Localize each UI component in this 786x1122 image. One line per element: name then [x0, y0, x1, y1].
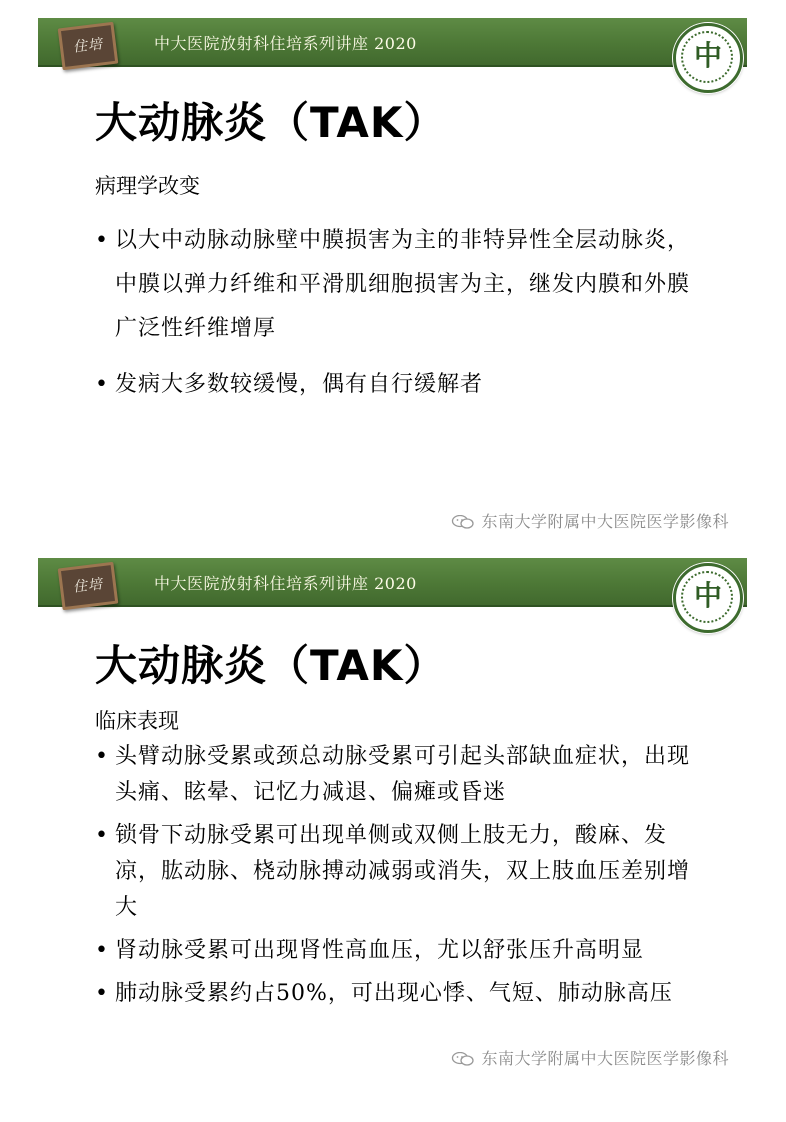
wechat-icon [451, 515, 475, 529]
bullet-text: 以大中动脉动脉壁中膜损害为主的非特异性全层动脉炎，中膜以弹力纤维和平滑肌细胞损害为主，继发内膜和外膜广泛性纤维增厚 [115, 228, 691, 341]
slide-subtitle: 病理学改变 [95, 174, 200, 198]
bullet-text: 锁骨下动脉受累可出现单侧或双侧上肢无力，酸麻、发凉，肱动脉、桡动脉搏动减弱或消失，双上肢血压差别增大 [115, 823, 691, 920]
seal-mark: 中 [693, 579, 722, 612]
bullet-item [93, 363, 703, 407]
slide-header [38, 558, 747, 612]
chalkboard-badge [58, 562, 119, 611]
bullet-dot: • [95, 981, 108, 1006]
bullet-item [93, 818, 703, 926]
bullet-list [93, 739, 703, 1019]
header-title: 中大医院放射科住培系列讲座 2020 [154, 34, 417, 53]
bullet-item [93, 739, 703, 811]
bullet-text: 发病大多数较缓慢，偶有自行缓解者 [115, 372, 484, 397]
slide-2 [38, 558, 747, 1078]
badge-text: 住培 [72, 36, 104, 56]
header-title: 中大医院放射科住培系列讲座 2020 [154, 574, 417, 593]
bullet-text: 肾动脉受累可出现肾性高血压，尤以舒张压升高明显 [115, 938, 645, 963]
bullet-dot: • [95, 228, 108, 253]
seal-mark: 中 [693, 39, 722, 72]
wechat-icon [451, 1052, 475, 1066]
watermark [451, 1046, 729, 1069]
bullet-list [93, 219, 703, 419]
slide-title: 大动脉炎（TAK） [95, 98, 447, 147]
bullet-dot: • [95, 372, 108, 397]
bullet-item [93, 219, 703, 351]
bullet-dot: • [95, 744, 108, 769]
bullet-dot: • [95, 823, 108, 848]
watermark-text: 东南大学附属中大医院医学影像科 [481, 1049, 729, 1068]
slide-header [38, 18, 747, 72]
bullet-text: 肺动脉受累约占50%，可出现心悸、气短、肺动脉高压 [115, 981, 673, 1006]
slide-title: 大动脉炎（TAK） [95, 641, 447, 690]
watermark-text: 东南大学附属中大医院医学影像科 [481, 512, 729, 531]
slide-1 [38, 18, 747, 538]
badge-text: 住培 [72, 576, 104, 596]
slide-subtitle: 临床表现 [95, 709, 179, 733]
bullet-text: 头臂动脉受累或颈总动脉受累可引起头部缺血症状，出现头痛、眩晕、记忆力减退、偏瘫或昏迷 [115, 744, 691, 805]
bullet-item [93, 976, 703, 1012]
chalkboard-badge [58, 22, 119, 71]
bullet-item [93, 933, 703, 969]
watermark [451, 509, 729, 532]
hospital-seal-icon [673, 23, 743, 93]
bullet-dot: • [95, 938, 108, 963]
hospital-seal-icon [673, 563, 743, 633]
